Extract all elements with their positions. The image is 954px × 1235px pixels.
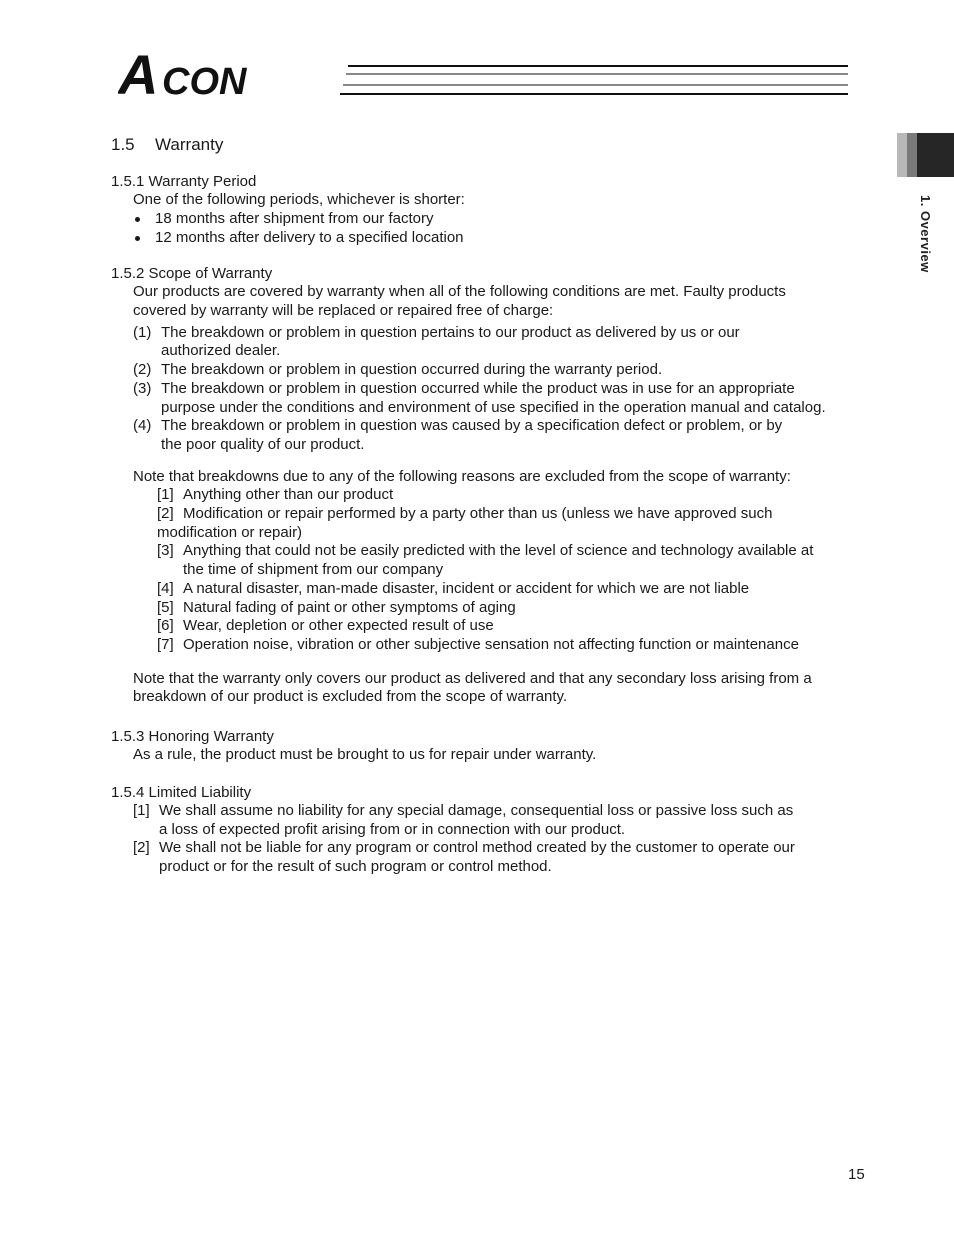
list-item: 18 months after shipment from our factory: [155, 210, 434, 227]
svg-text:A: A: [118, 50, 159, 100]
list-item: Anything other than our product: [183, 486, 394, 503]
list-item: purpose under the conditions and environment of use specified in the operation manual and catalog.: [161, 399, 826, 416]
bullet-icon: [135, 217, 140, 222]
list-number: [1]: [133, 802, 150, 819]
list-number: [7]: [157, 636, 174, 653]
svg-text:CON: CON: [162, 61, 247, 100]
bullet-icon: [135, 236, 140, 241]
list-item: Natural fading of paint or other symptoms of aging: [183, 599, 516, 616]
chapter-tab-label: 1. Overview: [918, 195, 933, 273]
list-item: 12 months after delivery to a specified location: [155, 229, 464, 246]
header-rule: [340, 64, 848, 96]
list-item: modification or repair): [157, 524, 303, 541]
subsection-heading: 1.5.2 Scope of Warranty: [111, 265, 273, 282]
list-item: a loss of expected profit arising from or in connection with our product.: [159, 821, 626, 838]
paragraph: One of the following periods, whichever is shorter:: [133, 191, 465, 208]
list-item: the poor quality of our product.: [161, 436, 365, 453]
list-item: The breakdown or problem in question occurred while the product was in use for an appropriate: [161, 380, 795, 397]
list-number: [1]: [157, 486, 174, 503]
list-item: product or for the result of such program or control method.: [159, 858, 552, 875]
section-number: 1.5: [111, 135, 135, 154]
list-item: We shall assume no liability for any special damage, consequential loss or passive loss such as: [159, 802, 794, 819]
list-item: Wear, depletion or other expected result of use: [183, 617, 494, 634]
paragraph: Note that the warranty only covers our product as delivered and that any secondary loss arising from a: [133, 670, 812, 687]
list-item: A natural disaster, man-made disaster, incident or accident for which we are not liable: [183, 580, 750, 597]
list-number: [2]: [133, 839, 150, 856]
list-number: (1): [133, 324, 152, 341]
paragraph: breakdown of our product is excluded from the scope of warranty.: [133, 688, 568, 705]
list-number: [4]: [157, 580, 174, 597]
list-item: Modification or repair performed by a party other than us (unless we have approved such: [183, 505, 773, 522]
subsection-heading: 1.5.4 Limited Liability: [111, 784, 252, 801]
list-item: The breakdown or problem in question pertains to our product as delivered by us or our: [161, 324, 740, 341]
list-number: [2]: [157, 505, 174, 522]
list-number: [6]: [157, 617, 174, 634]
list-item: Operation noise, vibration or other subjective sensation not affecting function or maintenance: [183, 636, 799, 653]
acon-logo: [118, 50, 348, 100]
list-item: The breakdown or problem in question was caused by a specification defect or problem, or by: [161, 417, 783, 434]
list-item: We shall not be liable for any program or control method created by the customer to operate our: [159, 839, 795, 856]
paragraph: Note that breakdowns due to any of the following reasons are excluded from the scope of warranty:: [133, 468, 791, 485]
paragraph: Our products are covered by warranty when all of the following conditions are met. Faulty products: [133, 283, 786, 300]
list-number: [3]: [157, 542, 174, 559]
list-number: (4): [133, 417, 152, 434]
list-number: [5]: [157, 599, 174, 616]
paragraph: covered by warranty will be replaced or repaired free of charge:: [133, 302, 554, 319]
list-item: The breakdown or problem in question occurred during the warranty period.: [161, 361, 663, 378]
paragraph: As a rule, the product must be brought to us for repair under warranty.: [133, 746, 597, 763]
subsection-heading: 1.5.3 Honoring Warranty: [111, 728, 274, 745]
list-item: authorized dealer.: [161, 342, 281, 359]
list-item: the time of shipment from our company: [183, 561, 444, 578]
page-number: 15: [848, 1166, 865, 1183]
chapter-tab-marker: [897, 133, 954, 177]
subsection-heading: 1.5.1 Warranty Period: [111, 173, 257, 190]
list-number: (3): [133, 380, 152, 397]
section-title: Warranty: [155, 135, 224, 154]
list-number: (2): [133, 361, 152, 378]
list-item: Anything that could not be easily predicted with the level of science and technology available at: [183, 542, 814, 559]
